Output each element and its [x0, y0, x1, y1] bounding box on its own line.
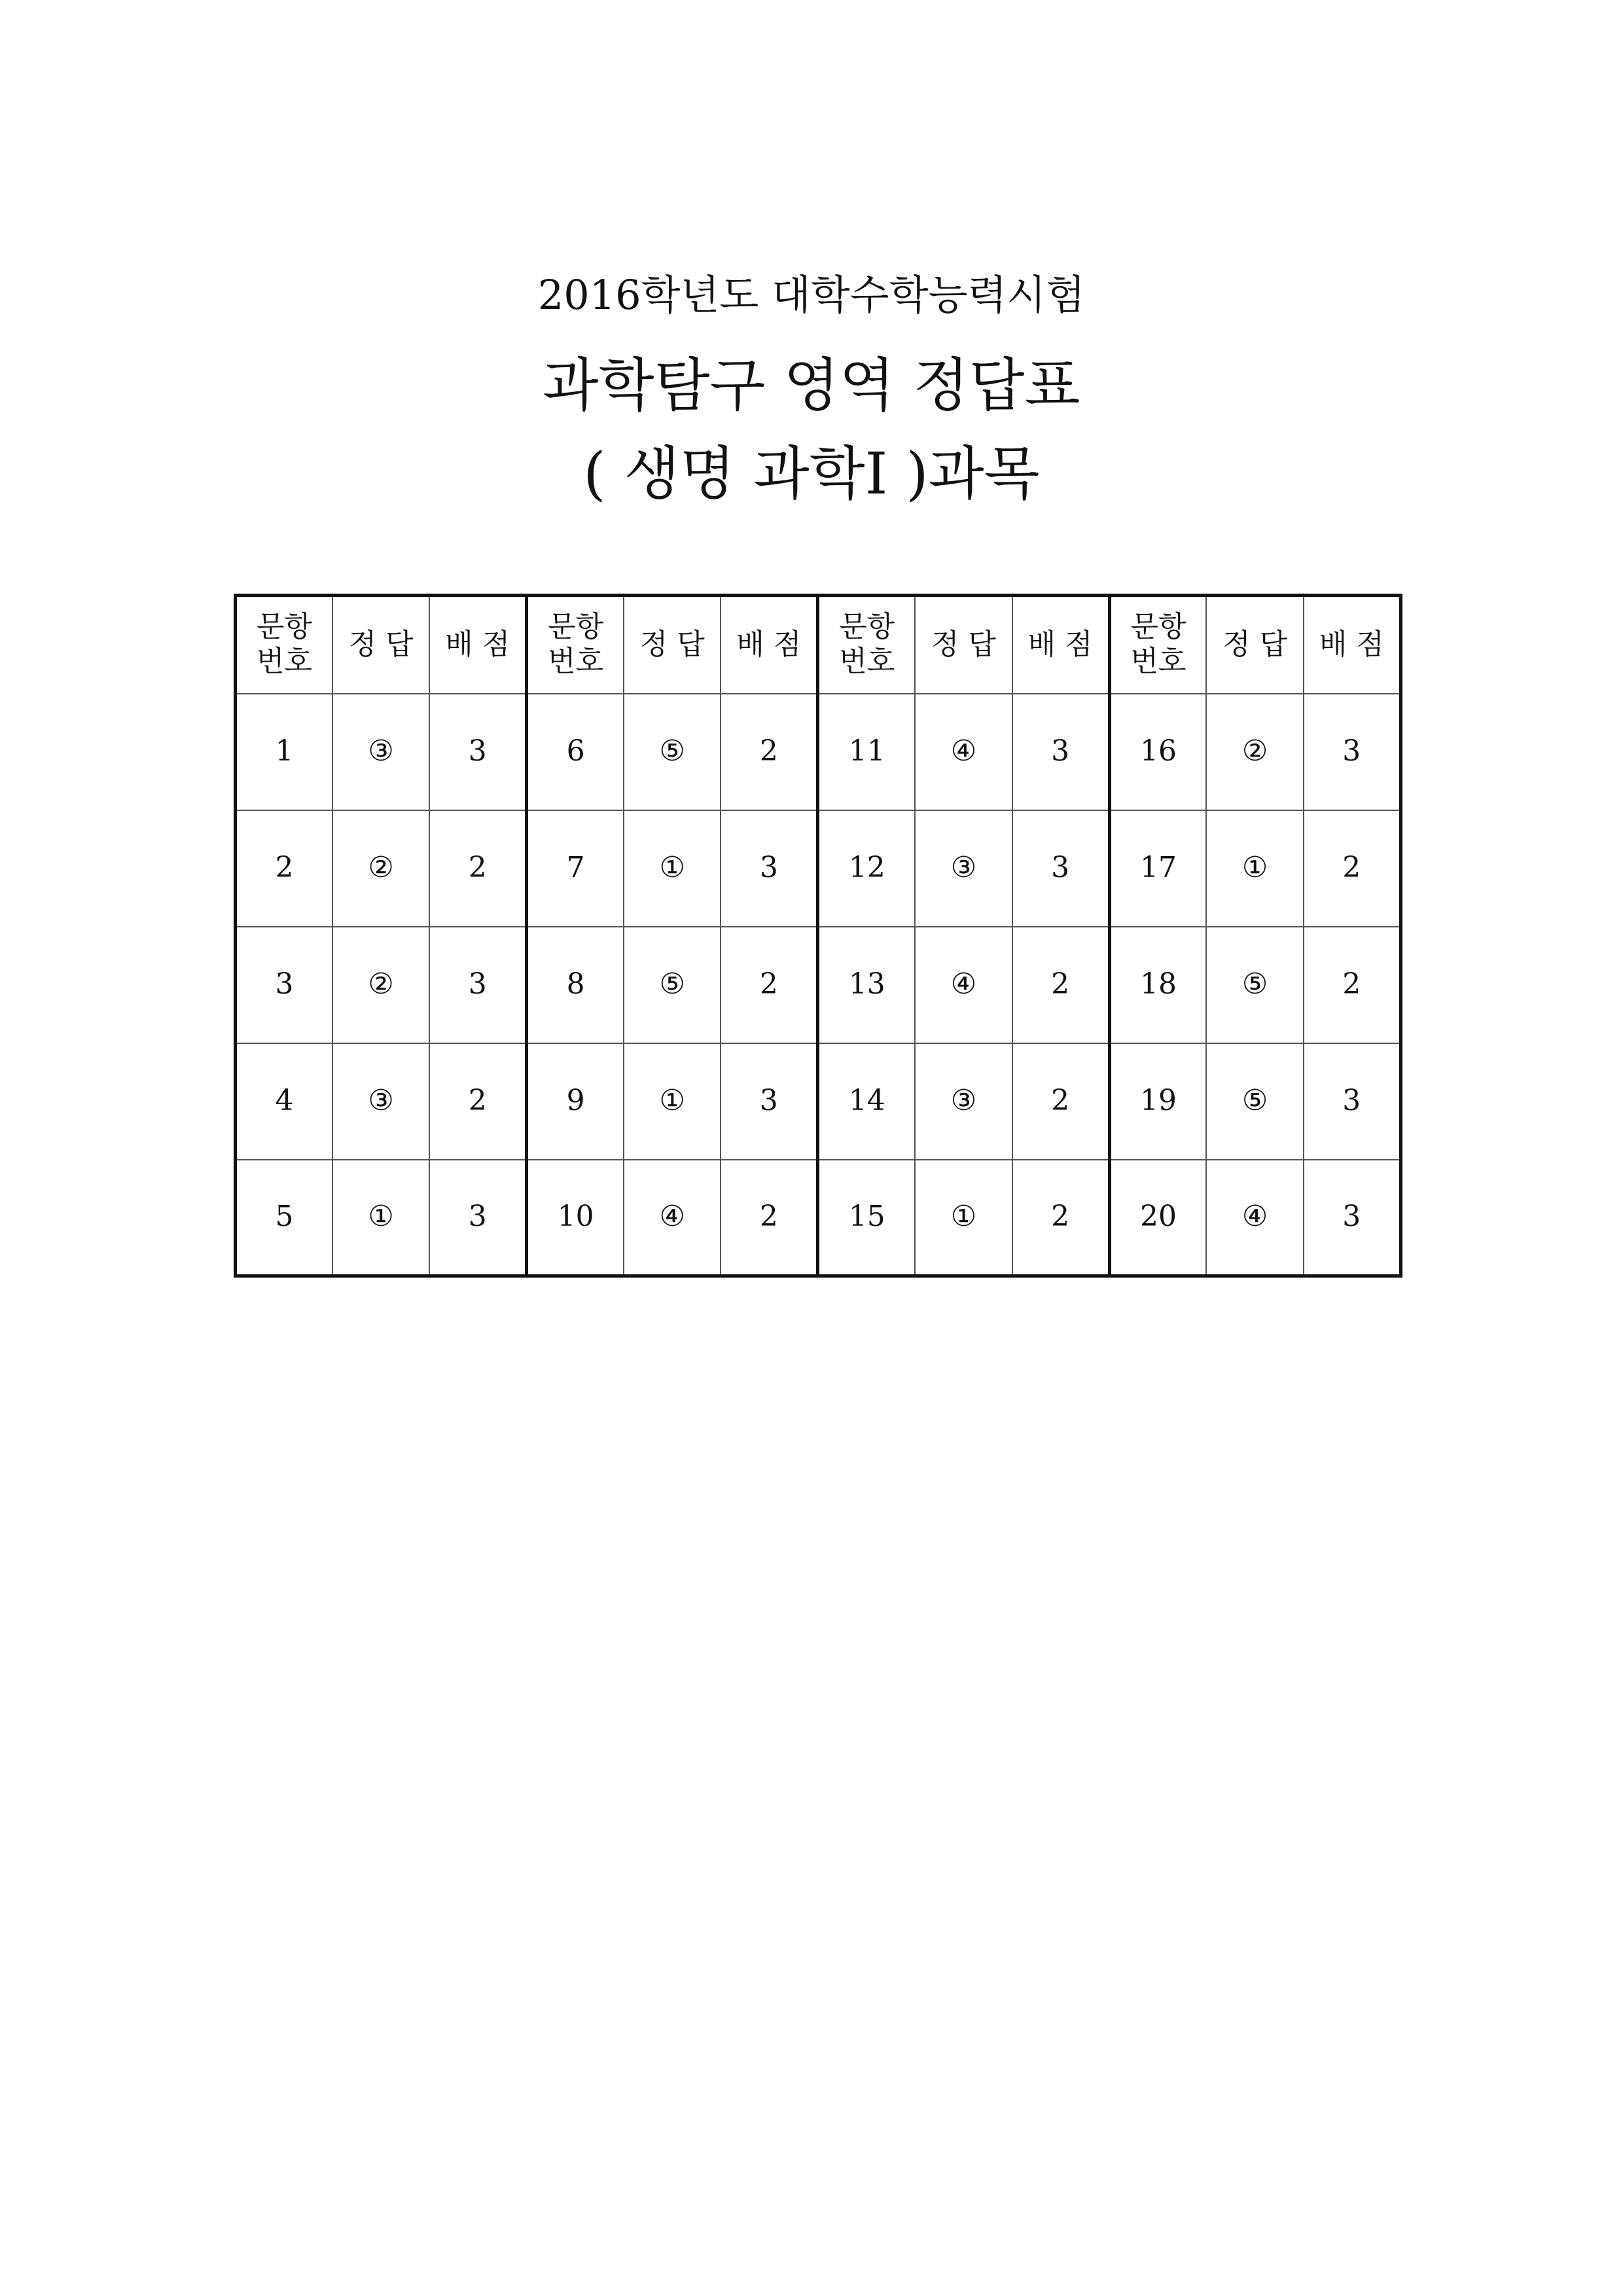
score-cell: 3 — [429, 694, 526, 810]
question-number-cell: 2 — [236, 810, 332, 927]
answer-cell: ⑤ — [624, 927, 721, 1043]
answer-cell: ② — [332, 927, 429, 1043]
question-number-cell: 13 — [818, 927, 915, 1043]
answer-cell: ① — [624, 1043, 721, 1160]
column-header-score: 배 점 — [1304, 596, 1400, 694]
table-row — [236, 1043, 1401, 1160]
answer-cell: ⑤ — [1206, 1043, 1303, 1160]
column-header-number: 문항 번호 — [527, 596, 624, 694]
column-header-answer: 정 답 — [624, 596, 721, 694]
table-row — [236, 694, 1401, 810]
answer-cell: ② — [332, 810, 429, 927]
table-row — [236, 927, 1401, 1043]
question-number-cell: 10 — [527, 1160, 624, 1276]
score-cell: 3 — [1304, 1160, 1400, 1276]
column-header-number: 문항 번호 — [236, 596, 332, 694]
answer-cell: ① — [1206, 810, 1303, 927]
answer-cell: ⑤ — [624, 694, 721, 810]
question-number-cell: 20 — [1109, 1160, 1206, 1276]
answer-key-table — [234, 594, 1402, 1278]
question-number-cell: 16 — [1109, 694, 1206, 810]
answer-cell: ① — [624, 810, 721, 927]
question-number-cell: 7 — [527, 810, 624, 927]
score-cell: 3 — [429, 1160, 526, 1276]
answer-cell: ④ — [915, 694, 1012, 810]
question-number-cell: 19 — [1109, 1043, 1206, 1160]
question-number-cell: 4 — [236, 1043, 332, 1160]
answer-cell: ① — [332, 1160, 429, 1276]
question-number-cell: 14 — [818, 1043, 915, 1160]
score-cell: 2 — [1304, 810, 1400, 927]
score-cell: 2 — [721, 927, 817, 1043]
score-cell: 2 — [1012, 1160, 1109, 1276]
question-number-cell: 17 — [1109, 810, 1206, 927]
subject-title: ( 생명 과학Ⅰ )과목 — [583, 440, 1040, 507]
question-number-cell: 5 — [236, 1160, 332, 1276]
score-cell: 2 — [1012, 927, 1109, 1043]
table-row — [236, 810, 1401, 927]
question-number-cell: 6 — [527, 694, 624, 810]
score-cell: 3 — [429, 927, 526, 1043]
score-cell: 3 — [1012, 694, 1109, 810]
score-cell: 3 — [1012, 810, 1109, 927]
answer-cell: ④ — [624, 1160, 721, 1276]
answer-cell: ③ — [332, 694, 429, 810]
answer-cell: ① — [915, 1160, 1012, 1276]
column-header-answer: 정 답 — [915, 596, 1012, 694]
score-cell: 2 — [1012, 1043, 1109, 1160]
question-number-cell: 11 — [818, 694, 915, 810]
score-cell: 2 — [721, 1160, 817, 1276]
score-cell: 2 — [429, 810, 526, 927]
table-header-row — [236, 596, 1401, 694]
column-header-answer: 정 답 — [1206, 596, 1303, 694]
score-cell: 3 — [721, 810, 817, 927]
answer-cell: ② — [1206, 694, 1303, 810]
score-cell: 3 — [1304, 1043, 1400, 1160]
score-cell: 2 — [429, 1043, 526, 1160]
question-number-cell: 9 — [527, 1043, 624, 1160]
column-header-number: 문항 번호 — [1109, 596, 1206, 694]
score-cell: 3 — [1304, 694, 1400, 810]
score-cell: 2 — [1304, 927, 1400, 1043]
question-number-cell: 12 — [818, 810, 915, 927]
column-header-score: 배 점 — [721, 596, 817, 694]
question-number-cell: 15 — [818, 1160, 915, 1276]
question-number-cell: 1 — [236, 694, 332, 810]
exam-year-title: 2016학년도 대학수학능력시험 — [537, 271, 1086, 319]
answer-cell: ④ — [915, 927, 1012, 1043]
main-title: 과학탐구 영역 정답표 — [543, 351, 1080, 419]
column-header-score: 배 점 — [429, 596, 526, 694]
question-number-cell: 18 — [1109, 927, 1206, 1043]
question-number-cell: 3 — [236, 927, 332, 1043]
column-header-number: 문항 번호 — [818, 596, 915, 694]
answer-cell: ③ — [915, 810, 1012, 927]
answer-cell: ⑤ — [1206, 927, 1303, 1043]
answer-cell: ③ — [915, 1043, 1012, 1160]
score-cell: 3 — [721, 1043, 817, 1160]
question-number-cell: 8 — [527, 927, 624, 1043]
answer-cell: ③ — [332, 1043, 429, 1160]
answer-cell: ④ — [1206, 1160, 1303, 1276]
score-cell: 2 — [721, 694, 817, 810]
column-header-score: 배 점 — [1012, 596, 1109, 694]
table-row — [236, 1160, 1401, 1276]
column-header-answer: 정 답 — [332, 596, 429, 694]
